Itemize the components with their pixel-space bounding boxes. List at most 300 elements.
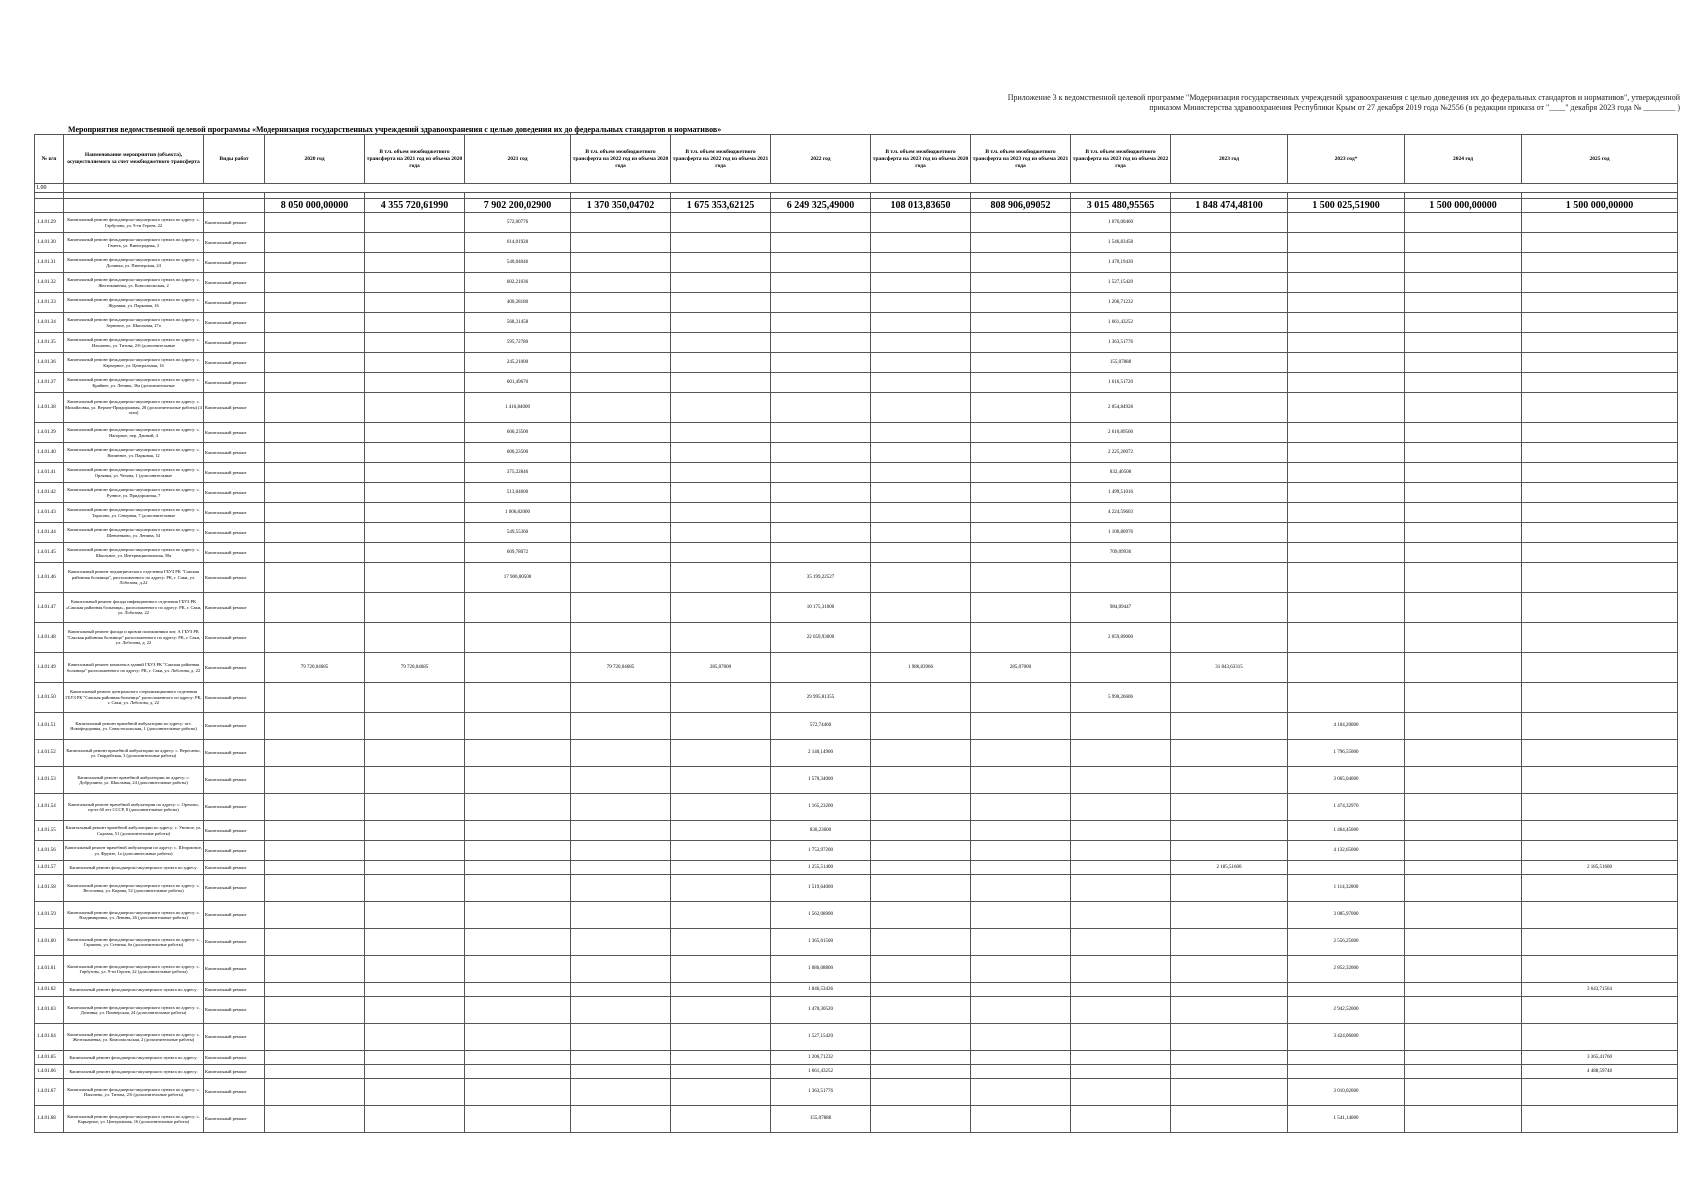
- column-header: 2023 год*: [1288, 135, 1405, 184]
- row-value: [265, 983, 365, 997]
- row-kind: Капитальный ремонт: [204, 767, 265, 794]
- row-value: [971, 740, 1071, 767]
- row-value: [871, 902, 971, 929]
- row-value: [1405, 1051, 1522, 1065]
- row-value: [365, 683, 465, 713]
- row-value: [1171, 563, 1288, 593]
- total-value: 808 906,09052: [971, 199, 1071, 213]
- row-name: Капитальный ремонт фельдшерско-акушерского пункта по адресу: с. Веселовка, ул. Кирова, 52 (дополнительные работы): [64, 875, 204, 902]
- row-value: [1405, 997, 1522, 1024]
- row-value: [265, 353, 365, 373]
- row-value: [1288, 313, 1405, 333]
- row-value: [871, 503, 971, 523]
- row-value: [365, 861, 465, 875]
- row-code: 1.4.01.51: [35, 713, 64, 740]
- row-value: [465, 875, 571, 902]
- row-value: [771, 423, 871, 443]
- row-value: [1405, 623, 1522, 653]
- table-row: [35, 1079, 1678, 1106]
- row-value: 2 610,89560: [1071, 423, 1171, 443]
- row-value: [1171, 1079, 1288, 1106]
- row-value: 1 519,64000: [771, 875, 871, 902]
- row-value: [265, 956, 365, 983]
- total-value: 1 500 000,00000: [1522, 199, 1678, 213]
- row-value: [265, 463, 365, 483]
- row-value: [1171, 929, 1288, 956]
- row-value: [871, 683, 971, 713]
- row-value: [265, 313, 365, 333]
- row-value: [1071, 653, 1171, 683]
- row-value: [1405, 983, 1522, 997]
- row-value: [971, 443, 1071, 463]
- row-value: 1 470,19430: [1071, 253, 1171, 273]
- row-value: 572,74460: [771, 713, 871, 740]
- row-value: [465, 653, 571, 683]
- row-value: [871, 1065, 971, 1079]
- row-value: 984,09447: [1071, 593, 1171, 623]
- row-value: [571, 293, 671, 313]
- row-value: 1 616,51720: [1071, 373, 1171, 393]
- row-value: [671, 373, 771, 393]
- row-value: [265, 861, 365, 875]
- row-name: Капитальный ремонт фельдшерско-акушерского пункта по адресу: с. Журавки, ул. Парковая, 16: [64, 293, 204, 313]
- row-value: [1405, 353, 1522, 373]
- column-header: 2020 год: [265, 135, 365, 184]
- row-value: [571, 483, 671, 503]
- row-value: [1071, 794, 1171, 821]
- row-value: [265, 273, 365, 293]
- row-value: [871, 373, 971, 393]
- row-code: 1.4.01.68: [35, 1106, 64, 1133]
- row-value: [871, 841, 971, 861]
- table-row: [35, 233, 1678, 253]
- table-row: [35, 1106, 1678, 1133]
- row-value: [465, 902, 571, 929]
- row-value: [1171, 683, 1288, 713]
- row-value: [871, 875, 971, 902]
- row-code: 1.4.01.58: [35, 875, 64, 902]
- row-code: 1.4.01.53: [35, 767, 64, 794]
- row-value: [771, 543, 871, 563]
- row-value: 1 546,83458: [1071, 233, 1171, 253]
- row-value: [671, 902, 771, 929]
- row-value: 1 470,30520: [771, 997, 871, 1024]
- total-value: 1 675 353,62125: [671, 199, 771, 213]
- row-value: [1071, 841, 1171, 861]
- row-value: [971, 393, 1071, 423]
- row-value: [671, 1079, 771, 1106]
- row-value: [971, 821, 1071, 841]
- row-value: [971, 875, 1071, 902]
- row-value: 79 720,04685: [365, 653, 465, 683]
- row-value: [1522, 623, 1678, 653]
- row-value: 285,07000: [971, 653, 1071, 683]
- row-value: [571, 423, 671, 443]
- row-value: [1522, 713, 1678, 740]
- row-name: Капитальный ремонт врачебной амбулатории по адресу: пгт. Новофедоровка, ул. Севастопольская, 1 (дополнительные работы): [64, 713, 204, 740]
- row-value: 285,07000: [671, 653, 771, 683]
- column-header: В т.ч. объем межбюджетного трансферта на 2023 год из объема 2020 года: [871, 135, 971, 184]
- row-code: 1.4.01.54: [35, 794, 64, 821]
- row-value: [771, 443, 871, 463]
- total-value: 6 249 325,49000: [771, 199, 871, 213]
- row-name: Капитальный ремонт врачебной амбулатории по адресу: с. Вересаево, ул. Гвардейская, 3 (дополнительные работы): [64, 740, 204, 767]
- row-value: [671, 353, 771, 373]
- row-name: Капитальный ремонт фельдшерско-акушерского пункта по адресу: с. Тарасово, ул. Северная, 7 (дополнительные: [64, 503, 204, 523]
- row-value: [365, 997, 465, 1024]
- row-value: [365, 233, 465, 253]
- row-value: 5 990,26606: [1071, 683, 1171, 713]
- row-value: [365, 1024, 465, 1051]
- row-value: [465, 1079, 571, 1106]
- row-value: [771, 373, 871, 393]
- row-kind: Капитальный ремонт: [204, 653, 265, 683]
- row-value: [871, 740, 971, 767]
- row-value: [1071, 1051, 1171, 1065]
- column-header: В т.ч. объем межбюджетного трансферта на 2022 год из объема 2020 года: [571, 135, 671, 184]
- row-value: [971, 213, 1071, 233]
- row-value: [571, 393, 671, 423]
- row-value: [671, 875, 771, 902]
- row-value: [671, 253, 771, 273]
- row-value: [771, 483, 871, 503]
- row-value: [571, 861, 671, 875]
- row-code: 1.4.01.29: [35, 213, 64, 233]
- row-value: [571, 1106, 671, 1133]
- row-value: [365, 273, 465, 293]
- row-value: [365, 313, 465, 333]
- row-value: [265, 821, 365, 841]
- row-value: 1 753,97200: [771, 841, 871, 861]
- total-value: 7 902 200,02900: [465, 199, 571, 213]
- row-value: [971, 483, 1071, 503]
- row-value: [871, 1106, 971, 1133]
- row-value: [265, 1106, 365, 1133]
- row-value: 2 225,20072: [1071, 443, 1171, 463]
- row-value: [1171, 997, 1288, 1024]
- row-value: [1288, 293, 1405, 313]
- row-value: [671, 483, 771, 503]
- row-kind: Капитальный ремонт: [204, 740, 265, 767]
- row-value: [365, 1051, 465, 1065]
- total-value: 8 050 000,00000: [265, 199, 365, 213]
- row-value: [771, 233, 871, 253]
- row-value: [1071, 902, 1171, 929]
- row-value: [671, 313, 771, 333]
- row-value: 1 416,84000: [465, 393, 571, 423]
- row-value: [1288, 393, 1405, 423]
- row-value: [1071, 929, 1171, 956]
- row-value: [1071, 1079, 1171, 1106]
- total-value: 1 370 350,04702: [571, 199, 671, 213]
- row-kind: Капитальный ремонт: [204, 1024, 265, 1051]
- row-value: [971, 794, 1071, 821]
- table-row: [35, 875, 1678, 902]
- row-value: [771, 463, 871, 483]
- row-value: [1288, 213, 1405, 233]
- row-value: [971, 523, 1071, 543]
- row-value: [1171, 956, 1288, 983]
- row-value: 600,23500: [465, 423, 571, 443]
- row-value: [1522, 902, 1678, 929]
- row-kind: Капитальный ремонт: [204, 233, 265, 253]
- row-value: [365, 983, 465, 997]
- row-value: [571, 821, 671, 841]
- row-value: [1405, 483, 1522, 503]
- row-name: Капитальный ремонт фельдшерско-акушерского пункта по адресу:: [64, 1051, 204, 1065]
- row-code: 1.4.01.60: [35, 929, 64, 956]
- row-name: Капитальный ремонт врачебной амбулатории по адресу: с. Штормовое, ул. Фрунзе, 1а (дополнительные работы): [64, 841, 204, 861]
- table-row: [35, 463, 1678, 483]
- row-value: [265, 373, 365, 393]
- row-value: [265, 929, 365, 956]
- row-value: [1288, 523, 1405, 543]
- row-value: [265, 713, 365, 740]
- column-header: 2025 год: [1522, 135, 1678, 184]
- row-value: 1 986,83966: [871, 653, 971, 683]
- row-value: [671, 563, 771, 593]
- row-kind: Капитальный ремонт: [204, 423, 265, 443]
- row-value: 10 175,31000: [771, 593, 871, 623]
- row-value: [971, 423, 1071, 443]
- row-name: Капитальный ремонт фельдшерско-акушерского пункта по адресу: с. Низинное, ул. Парковая, 12: [64, 443, 204, 463]
- row-value: [265, 1079, 365, 1106]
- table-row: [35, 902, 1678, 929]
- row-value: [265, 623, 365, 653]
- row-value: [1522, 373, 1678, 393]
- row-value: [971, 929, 1071, 956]
- row-code: 1.4.01.49: [35, 653, 64, 683]
- row-value: [1405, 313, 1522, 333]
- row-value: [971, 1106, 1071, 1133]
- row-value: [365, 902, 465, 929]
- row-value: 3 365,41760: [1522, 1051, 1678, 1065]
- row-name: Капитальный ремонт фельдшерско-акушерского пункта по адресу: с. Желтокаменка, ул. Комсомольская, 2 (дополнительные работы): [64, 1024, 204, 1051]
- column-header: В т.ч. объем межбюджетного трансферта на 2023 год из объема 2022 года: [1071, 135, 1171, 184]
- row-kind: Капитальный ремонт: [204, 443, 265, 463]
- row-value: [671, 983, 771, 997]
- column-header: № п/п: [35, 135, 64, 184]
- row-value: [1405, 503, 1522, 523]
- row-value: [571, 313, 671, 333]
- row-code: 1.4.01.56: [35, 841, 64, 861]
- row-value: [365, 543, 465, 563]
- row-name: Капитальный ремонт фельдшерско-акушерского пункта по адресу: с. Шевченково, ул. Ленина, 54: [64, 523, 204, 543]
- row-value: [265, 875, 365, 902]
- row-value: [1405, 293, 1522, 313]
- row-value: [1405, 1065, 1522, 1079]
- row-value: [265, 593, 365, 623]
- table-row: [35, 523, 1678, 543]
- row-value: [1522, 653, 1678, 683]
- row-value: [1071, 956, 1171, 983]
- row-value: [1522, 233, 1678, 253]
- row-value: [671, 1065, 771, 1079]
- row-value: [1405, 393, 1522, 423]
- row-code: 1.4.01.67: [35, 1079, 64, 1106]
- row-kind: Капитальный ремонт: [204, 902, 265, 929]
- row-value: [771, 393, 871, 423]
- row-value: [1405, 683, 1522, 713]
- document-title: Мероприятия ведомственной целевой программы «Модернизация государственных учреждений здравоохранения с целью доведения их до федеральных стандартов и нормативов»: [68, 125, 722, 134]
- row-name: Капитальный ремонт комплекса зданий ГБУЗ РК "Сакская районная больница" расположенного по адресу: РК, г. Саки, ул. Лобозова, д. 22: [64, 653, 204, 683]
- row-value: [1522, 313, 1678, 333]
- row-kind: Капитальный ремонт: [204, 1079, 265, 1106]
- row-value: [571, 794, 671, 821]
- row-value: [265, 443, 365, 463]
- row-value: 3 643,71564: [1522, 983, 1678, 997]
- table-row: [35, 593, 1678, 623]
- row-value: 1 114,32000: [1288, 875, 1405, 902]
- row-value: [871, 713, 971, 740]
- row-value: [265, 1065, 365, 1079]
- row-value: [1405, 1106, 1522, 1133]
- row-value: [1171, 740, 1288, 767]
- row-value: [265, 393, 365, 423]
- row-code: 1.4.01.35: [35, 333, 64, 353]
- table-row: [35, 956, 1678, 983]
- row-name: Капитальный ремонт фельдшерско-акушерского пункта по адресу: с. Долинка, ул. Пионерская, 24: [64, 253, 204, 273]
- row-value: [265, 902, 365, 929]
- row-value: [671, 523, 771, 543]
- row-value: 155,07888: [771, 1106, 871, 1133]
- row-value: [1071, 713, 1171, 740]
- row-value: [571, 523, 671, 543]
- row-value: [365, 393, 465, 423]
- row-value: [1405, 563, 1522, 593]
- column-header: 2022 год: [771, 135, 871, 184]
- row-value: [265, 333, 365, 353]
- row-value: [1288, 273, 1405, 293]
- row-name: Капитальный ремонт фельдшерско-акушерского пункта по адресу: с. Орлянка, ул. Чехова, 1 (дополнительные: [64, 463, 204, 483]
- row-value: 1 206,71232: [1071, 293, 1171, 313]
- row-value: 2 942,52000: [1288, 997, 1405, 1024]
- row-kind: Капитальный ремонт: [204, 523, 265, 543]
- row-value: [571, 563, 671, 593]
- row-value: [1171, 443, 1288, 463]
- row-name: Капитальный ремонт фельдшерско-акушерского пункта по адресу: с. Карьерное, ул. Центральная, 16: [64, 353, 204, 373]
- row-name: Капитальный ремонт фельдшерско-акушерского пункта по адресу: с. Гаршино, ул. Степная, 6а (дополнительные работы): [64, 929, 204, 956]
- row-value: [1522, 353, 1678, 373]
- row-value: [1288, 623, 1405, 653]
- row-value: 1 255,51400: [771, 861, 871, 875]
- row-value: [1522, 273, 1678, 293]
- row-value: [1171, 875, 1288, 902]
- row-code: 1.4.01.33: [35, 293, 64, 313]
- row-value: [971, 293, 1071, 313]
- row-value: [771, 213, 871, 233]
- row-value: [1405, 1079, 1522, 1106]
- row-value: [1171, 293, 1288, 313]
- row-value: [365, 443, 465, 463]
- row-value: [265, 563, 365, 593]
- row-value: 513,04600: [465, 483, 571, 503]
- row-value: [465, 1051, 571, 1065]
- row-kind: Капитальный ремонт: [204, 875, 265, 902]
- row-value: [1405, 653, 1522, 683]
- row-value: [571, 875, 671, 902]
- row-value: 602,21036: [465, 273, 571, 293]
- row-value: [971, 861, 1071, 875]
- row-value: 540,04046: [465, 253, 571, 273]
- row-value: [265, 1024, 365, 1051]
- row-value: 549,55360: [465, 523, 571, 543]
- row-value: 1 562,08900: [771, 902, 871, 929]
- row-value: [671, 794, 771, 821]
- row-value: [1522, 483, 1678, 503]
- row-value: [465, 1106, 571, 1133]
- row-value: [971, 956, 1071, 983]
- row-value: 375,22846: [465, 463, 571, 483]
- row-value: [571, 353, 671, 373]
- row-value: [671, 1024, 771, 1051]
- row-value: [1071, 875, 1171, 902]
- row-value: 3 424,06000: [1288, 1024, 1405, 1051]
- table-row: [35, 841, 1678, 861]
- row-value: [1171, 767, 1288, 794]
- row-name: Капитальный ремонт фельдшерско-акушерского пункта по адресу: с. Крайнее, ул. Ленина, 36а (дополнительные: [64, 373, 204, 393]
- table-row: [35, 313, 1678, 333]
- row-value: 4 132,65000: [1288, 841, 1405, 861]
- row-value: [465, 740, 571, 767]
- row-value: [571, 253, 671, 273]
- row-value: [1522, 929, 1678, 956]
- table-row: [35, 997, 1678, 1024]
- row-value: [1522, 523, 1678, 543]
- table-row: [35, 563, 1678, 593]
- row-value: 31 843,63315: [1171, 653, 1288, 683]
- row-code: 1.4.01.42: [35, 483, 64, 503]
- row-value: [871, 821, 971, 841]
- row-code: 1.4.01.36: [35, 353, 64, 373]
- row-kind: Капитальный ремонт: [204, 393, 265, 423]
- row-value: [1522, 1106, 1678, 1133]
- row-value: [1405, 273, 1522, 293]
- column-header: 2024 год: [1405, 135, 1522, 184]
- row-value: [1522, 821, 1678, 841]
- row-value: [365, 821, 465, 841]
- row-value: [1405, 861, 1522, 875]
- row-value: [365, 1065, 465, 1079]
- row-value: [671, 503, 771, 523]
- row-name: Капитальный ремонт врачебной амбулатории по адресу: с. Орехово, пр-кт 60 лет СССР, 8 (дополнительные работы): [64, 794, 204, 821]
- row-value: 1 570,34000: [771, 767, 871, 794]
- row-value: [1522, 683, 1678, 713]
- row-value: 1 541,14000: [1288, 1106, 1405, 1133]
- row-value: [265, 523, 365, 543]
- row-value: [871, 1051, 971, 1065]
- row-value: [671, 929, 771, 956]
- row-value: [1522, 875, 1678, 902]
- row-value: [265, 683, 365, 713]
- row-value: [971, 233, 1071, 253]
- table-row: [35, 821, 1678, 841]
- table-row: [35, 253, 1678, 273]
- row-code: 1.4.01.43: [35, 503, 64, 523]
- row-value: [1071, 1065, 1171, 1079]
- row-code: 1.4.01.48: [35, 623, 64, 653]
- row-value: [1171, 523, 1288, 543]
- row-value: [871, 333, 971, 353]
- row-value: [1405, 333, 1522, 353]
- row-value: 614,01928: [465, 233, 571, 253]
- row-value: [871, 983, 971, 997]
- row-value: [365, 373, 465, 393]
- row-value: [1522, 563, 1678, 593]
- row-value: [265, 1051, 365, 1065]
- row-value: 2 852,32000: [1288, 956, 1405, 983]
- row-value: [465, 623, 571, 653]
